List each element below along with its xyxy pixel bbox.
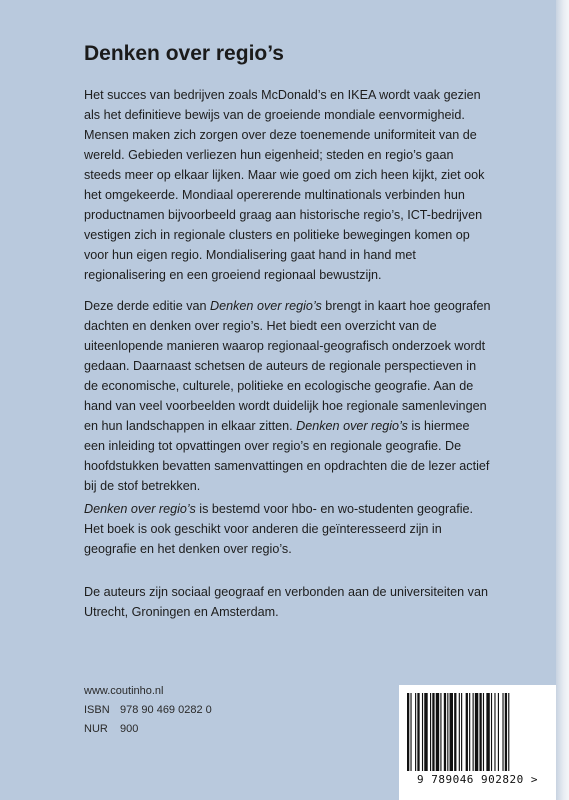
italic-book-title: Denken over regio’s [296, 419, 408, 433]
italic-book-title: Denken over regio’s [84, 502, 196, 516]
blurb-paragraph-2 [84, 296, 492, 496]
book-title: Denken over regio’s [84, 42, 284, 65]
nur-label: NUR [84, 723, 108, 735]
paragraph-text: Deze derde editie van [84, 299, 211, 313]
paragraph-text: is hiermee een inleiding tot opvattingen over regio’s en regionale geografie. De hoofdstukken bevatten samenvattingen en opdrachten die de lezer actief bij de stof betrekken. [84, 419, 490, 493]
barcode-bars [405, 693, 550, 775]
blurb-paragraph-1: Het succes van bedrijven zoals McDonald’s en IKEA wordt vaak gezien als het definitieve bewijs van de groeiende mondiale eenvormigheid. Mensen maken zich zorgen over deze toenemende uniformiteit van de wereld. Gebieden verliezen hun eigenheid; steden en regio’s gaan steeds meer op elkaar lijken. Maar wie goed om zich heen kijkt, ziet ook het omgekeerde. Mondiaal opererende multinationals verbinden hun productnamen bijvoorbeeld graag aan historische regio’s, ICT-bedrijven vestigen zich in regionale clusters en politieke bewegingen komen op voor hun eigen regio. Mondialisering gaat hand in hand met regionalisering en een groeiend regionaal bewustzijn. [84, 88, 485, 282]
blurb-paragraph-3 [84, 499, 492, 559]
italic-book-title: Denken over regio’s [210, 299, 322, 313]
publisher-url: www.coutinho.nl [84, 685, 164, 697]
isbn-row [84, 704, 212, 716]
paragraph-text: brengt in kaart hoe geografen dachten en denken over regio’s. Het biedt een overzicht van de uiteenlopende manieren waarop regionaal-geografisch onderzoek wordt gedaan. Daarnaast schetsen de auteurs de regionale perspectieven in de economische, culturele, politieke en ecologische geografie. Aan de hand van veel voorbeelden wordt duidelijk hoe regionale samenlevingen en hun landschappen in elkaar zitten. [84, 299, 491, 433]
isbn-value: 978 90 469 0282 0 [120, 704, 212, 716]
isbn-label: ISBN [84, 704, 110, 716]
paragraph-text: is bestemd voor hbo- en wo-studenten geografie. Het boek is ook geschikt voor anderen die geïnteresseerd zijn in geografie en het denken over regio’s. [84, 502, 474, 556]
barcode [399, 685, 556, 800]
barcode-digits: 9 789046 902820 > [416, 773, 539, 786]
nur-value: 900 [120, 723, 139, 735]
page-edge [556, 0, 569, 800]
nur-row [84, 723, 138, 735]
blurb-paragraph-4: De auteurs zijn sociaal geograaf en verbonden aan de universiteiten van Utrecht, Groningen en Amsterdam. [84, 585, 488, 619]
